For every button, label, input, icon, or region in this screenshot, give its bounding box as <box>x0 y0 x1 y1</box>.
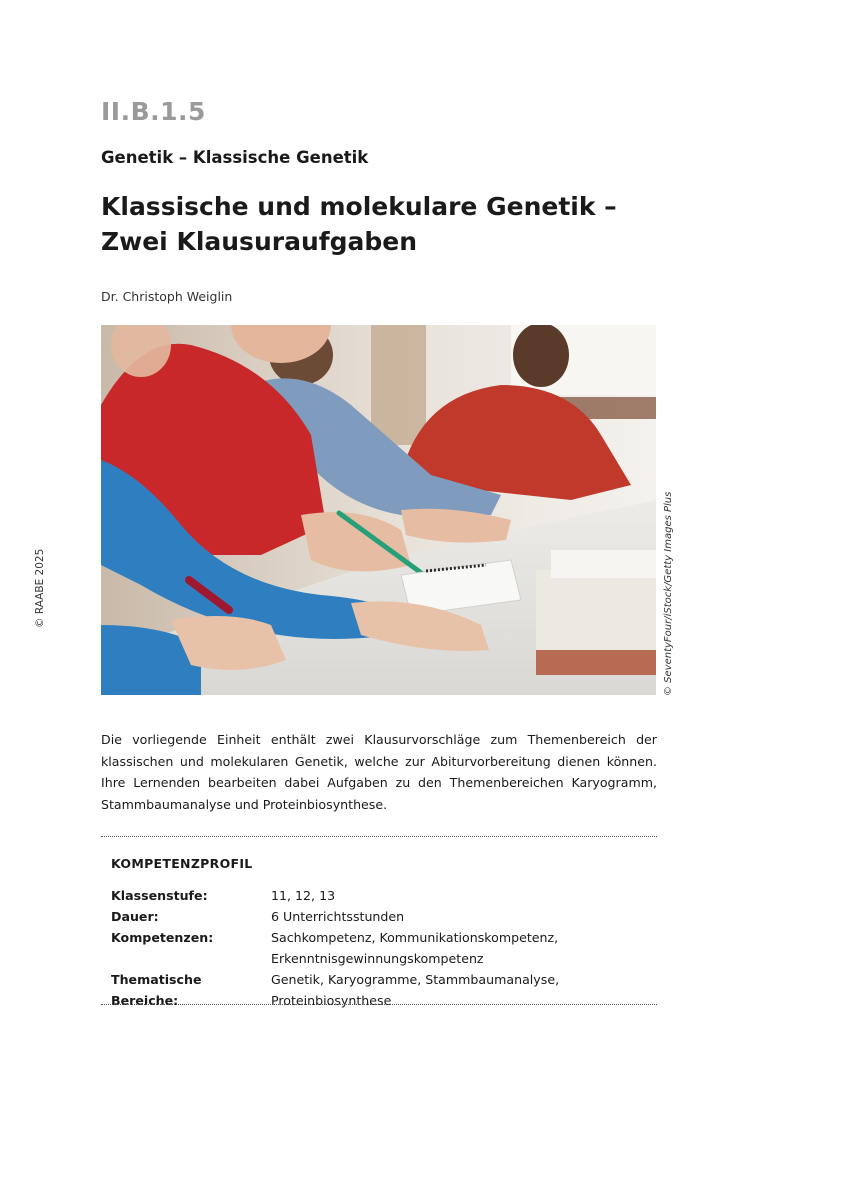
side-copyright: © RAABE 2025 <box>34 548 46 628</box>
profile-value: Sachkompetenz, Kommunikationskompetenz, <box>271 930 559 945</box>
profile-value: 11, 12, 13 <box>271 888 336 903</box>
profile-row-grade <box>111 885 657 906</box>
page-title: Klassische und molekulare Genetik – Zwei Klausuraufgaben <box>101 192 617 256</box>
topic-subtitle: Genetik – Klassische Genetik <box>101 148 369 167</box>
profile-value: 6 Unterrichtsstunden <box>271 909 405 924</box>
profile-row-duration <box>111 906 657 927</box>
author: Dr. Christoph Weiglin <box>101 289 233 304</box>
profile-table <box>111 885 657 1011</box>
profile-label: Dauer: <box>111 909 159 924</box>
classroom-photo <box>101 325 656 695</box>
profile-row-competences-cont <box>111 948 657 969</box>
profile-row-competences <box>111 927 657 948</box>
profile-value: Genetik, Karyogramme, Stammbaumanalyse, Proteinbiosynthese <box>271 972 560 1008</box>
classroom-photo-illustration <box>101 325 656 695</box>
profile-value: Erkenntnisgewinnungskompetenz <box>271 951 484 966</box>
profile-label: Klassenstufe: <box>111 888 208 903</box>
dotted-divider-top <box>101 836 657 837</box>
photo-credit: © SeventyFour/iStock/Getty Images Plus <box>663 491 674 696</box>
intro-paragraph: Die vorliegende Einheit enthält zwei Klausurvorschläge zum Themenbereich der klassischen und molekularen Genetik, welche zur Abiturvorbereitung dienen können. Ihre Lernenden bearbeiten dabei Aufgaben zu den Themenbereichen Karyogramm, Stammbaumanalyse und Proteinbiosynthese. <box>101 732 657 812</box>
profile-label: Kompetenzen: <box>111 930 214 945</box>
profile-label <box>111 948 271 969</box>
profile-heading: KOMPETENZPROFIL <box>111 856 253 871</box>
unit-code: II.B.1.5 <box>101 97 206 126</box>
profile-label: Thematische Bereiche: <box>111 972 202 1008</box>
dotted-divider-bottom <box>101 1004 657 1005</box>
